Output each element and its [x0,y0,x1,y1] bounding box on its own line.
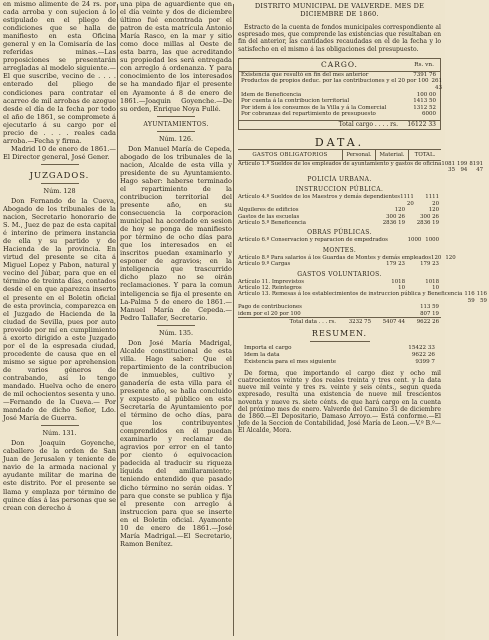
data-row-personal: 1081 35 [441,160,456,173]
data-row-desc: Artículo 12. Reintegros [238,285,302,292]
data-table-header: GASTOS OBLIGATORIOS Personal. Material. TOTAL. [238,149,441,161]
data-row-material: 1000 [407,237,422,244]
data-row-desc: Pago de contribuciones [238,304,302,311]
data-row-desc: Artículo 6.º Conservacion y reparacion de empedrados [238,237,388,244]
divider-rule [41,183,79,184]
data-group-title: INSTRUCCION PÚBLICA. [295,186,384,194]
cargo-row-desc: Idem de Beneficencia [241,91,302,98]
data-group-title: GASTOS VOLUNTARIOS. [297,270,382,278]
cargo-row-value-2: 7391 76 [413,71,436,78]
data-row-personal [339,311,373,317]
resumen-title: RESUMEN. [311,329,368,339]
cargo-row [239,105,440,112]
cargo-row-desc: Por cobranzas del repartimiento de presupuesto [241,111,376,118]
data-row-total: 113 59 [420,304,439,311]
data-row-total: 300 26 [420,213,439,220]
cargo-row-desc: Productos de propios deduc. por las contribuciones y el 20 por 100 [241,78,429,85]
data-row-desc: Artículo 8.º Para salarios á los Guardas de Montes y demás empleados [238,254,432,261]
resumen-row [244,345,435,352]
data-row [238,237,441,243]
resumen-row [244,352,435,359]
section-heading-juzgados: JUZGADOS. [29,169,90,180]
edict-number: Núm. 128 [43,186,76,195]
data-row-material: 2836 19 [382,220,405,226]
divider-rule [157,325,195,326]
data-row-total: 10 [432,285,439,292]
data-row-total: 1111 20 [425,194,439,207]
cargo-row [239,98,440,105]
data-row-desc: idem por el 20 por 100 [238,310,301,317]
data-row-desc: Artículo 4.º Sueldos de los Maestros y demás dependientes [238,194,401,201]
divider-rule [157,116,195,117]
data-row [238,291,487,304]
cargo-row-desc: Existencia que resultó en fin del mes anterior [241,71,369,78]
cargo-row-value-2: 1312 52 [413,104,436,111]
cargo-title: CARGO. Rs. vn. [239,59,440,72]
data-row [238,160,484,174]
cargo-row-value-2: 6000 [422,111,436,118]
column-1 [3,0,116,640]
cargo-row-value-1 [373,92,402,99]
edict-body: Don Fernando de la Cueva, Abogado de los tribunales de la nacion, Secretario honorario de S. M., Juez de paz de esta capital é interino de primera instancia de ella y su partido y de Hacienda de la provincia. En virtud del presente se cita á Miguel Lopez y Pabon, natural y vecino del Júbar, para que en el término de treinta días, contados desde el en que aparezca inserto el presente en el Boletin oficial de esta provincia, comparezca en el Juzgado de Hacienda de la ciudad de Sevilla, pues por auto proveido por mí en cumplimiento á exorto dirigido a este Juzgado por el de la espresada ciudad, procedente de causa que en el mismo se sigue por aprehension de varios géneros de contrabando, así lo tengo mandado. Huelva ocho de enero de mil ochocientos sesenta y uno. —Fernando de la Cueva.— Por mandado de dicho Señor, Ldo. José María de Guerra. [3,196,116,423]
data-row-total: 120 [428,207,439,214]
edict-body: Don Joaquin Goyenche, caballero de la orden de San Juan de Jerusalen y teniente de navio de la armada nacional y ayudante militar de marina de este distrito. Por el presente se llama y emplaza por término de quince días á las personas que se crean con derecho á [3,439,116,512]
cargo-row-value-2: 1413 50 [413,98,436,105]
cargo-row-value-2: 261 43 [431,78,442,91]
resumen-row-value: 9399 7 [415,359,435,366]
data-row [238,220,441,226]
resumen-row-desc: Importa el cargo [244,345,292,352]
data-table-body [236,160,487,318]
data-row-desc: Artículo 13. Remesas á los establecimientos de instruccion pública y Beneficencia [238,291,463,298]
cargo-row-value-2: 100 00 [416,91,436,98]
edict-number: Núm. 135. [158,328,194,337]
data-row [238,194,441,207]
cargo-row-desc: Por cuenta á la contribucion territorial [241,98,350,105]
cargo-row-value-1 [376,111,404,118]
column-divider [233,4,234,636]
edict-body: Don Manuel María de Cepeda, abogado de los tribunales de la nacion, Alcalde de esta villa y presidente de su Ayuntamiento. Hago saber: haberse terminado el repartimiento de la contribucion territorial del presente año, en su consecuencia la corporacion municipal ha acordado en sesion de hoy se ponga de manifiesto por término de ocho días para que los interesados en el inscritos puedan examinarlo y esponer de agravios; en la inteligencia que trascurrido dicho plazo no se oirán reclamaciones. Y para la comun inteligencia se fija el presente en La-Palma 5 de enero de 1861.—Manuel María de Cepeda.—Pedro Tallafer, Secretario. [120,144,232,322]
cargo-row [239,111,440,118]
cargo-row [239,72,440,79]
data-group-title: MONTES. [322,246,357,254]
data-row-total: 116 59 [476,291,487,304]
divider-rule [157,131,195,132]
resumen-row-value: 15422 33 [408,345,435,352]
cargo-row-desc: Por idem á los consumos de la Villa y á la Comercial [241,104,387,111]
data-row-total: 8191 47 [469,160,484,173]
resumen-table [236,345,443,365]
edict-number: Núm. 126. [158,134,194,143]
notice-continuation: en mismo alimente de 24 rs. por cada arroba y con sujecion á lo estipulado en el pliego de condiciones que se halla de manifiesto en esta Oficina general y en la Comisaría de las referidas minas.—Las proposiciones se presentarán arregladas al modelo siguiente.—El que suscribe, vecino de . . . . enterado del pliego de condiciones para contratar el acarreo de mil arrobas de azogue desde el día de la fecha por todo el año de 1861, se compromete á ejecutarlo á su cargo por el precio de . . . . reales cada arroba.—Fecha y firma. [3,0,116,145]
column-divider [117,4,118,636]
data-row-total: 807 19 [420,310,439,317]
divider-rule [41,164,79,165]
data-row-total: 179 23 [420,261,439,268]
data-row-material [416,194,426,207]
data-row-material [373,311,407,317]
account-header: DISTRITO MUNICIPAL DE VALVERDE. MES DE DICIEMBRE DE 1860. [254,2,425,18]
cargo-row-value-1 [386,105,409,112]
edict-body: Don José María Madrigal, Alcalde constitucional de esta villa. Hago saber: Que el repartimiento de la contribucion de inmuebles, cultivo y ganadería de esta villa para el presente año, se halla concluido y expuesto al público en esta Secretaría de Ayuntamiento por el término de ocho días, para que los contribuyentes comprendidos en él puedan examinarlo y reclamar de agravios por error en el tanto por ciento ó equivocacion padecida al traducir su riqueza líquida del amillaramiento; teniendo entendido que pasado dicho término no serán oidas. Y para que conste se publica y fija el presente con arreglo á instruccion para que se inserte en el Boletin oficial. Ayamonte 10 de enero de 1861.—José María Madrigal.—El Secretario, Ramon Benítez. [120,338,232,548]
cargo-row [239,78,440,91]
data-row-material: 199 94 [457,160,468,173]
section-heading-ayuntamientos: AYUNTAMIENTOS. [143,120,209,128]
resumen-row-desc: Idem la data [244,352,280,359]
data-row-material: 120 [394,207,405,214]
data-row [238,311,441,317]
data-row-desc: Artículo 11. Imprevistos [238,278,304,285]
data-group-title: POLICÍA URBANA. [307,176,372,184]
data-title: DATA. [314,135,365,149]
divider-rule [41,425,79,426]
notice-date-signature: Madrid 10 de enero de 1861.—El Director general, José Gener. [3,144,116,161]
data-row-personal: 1111 20 [400,194,414,207]
data-row-desc: Artículo 5.º Beneficencia [238,220,306,226]
account-intro: Estracto de la cuenta de fondos municipales correspondiente al espresado mes, que comprende las existencias que resultaban en fin del anterior, las cantidades recaudadas en el de la fecha y lo satisfecho en el mismo á las obligaciones del presupuesto. [238,24,441,53]
data-row-material: 10 [398,285,405,292]
data-row-total: 1018 [425,278,439,285]
cargo-row-value-1 [373,72,402,79]
data-row-desc: Artículo 9.º Cargas [238,261,291,268]
data-group-title: OBRAS PÚBLICAS. [307,229,372,237]
account-closing: De forma, que importando el cargo diez y ocho mil cuatrocientos veinte y dos reales treinta y tres cent. y la data nueve mil veinte y tres rs. veinte y seis cénts., segun queda expresado, resulta una existencia de nueve mil trescientos noventa y nueve rs. siete cénts. de que hará cargo en la cuenta del próximo mes de enero. Valverde del Camino 31 de diciembre de 1860.—El Depositario, Damaso Arroyo.— Está conforme.—El Jefe de la Seccion de Contabilidad, José María de Leon.—V.º B.º—El Alcalde, Mora. [238,369,441,435]
column-3 [236,0,487,640]
data-row-material: 116 59 [464,291,475,304]
data-total-row: Total data . . . rs. 3232 75 5407 44 9622 26 [238,317,441,325]
cargo-table [238,58,441,130]
data-row-total: 2836 19 [416,220,439,226]
data-row-material: 300 26 [386,213,405,220]
currency-unit: Rs. vn. [414,61,434,68]
data-row-personal: 120 [431,254,442,261]
data-row-desc: Gastos de las escuelas [238,213,300,220]
resumen-row-value: 9622 26 [411,352,435,359]
data-row-desc: Artículo 1.º Sueldos de los empleados de ayuntamiento y gastos de oficina [238,160,442,167]
data-row-personal [388,237,406,243]
data-row-personal [339,220,373,226]
resumen-row-desc: Existencia para el mes siguiente [244,359,337,366]
divider-rule [310,341,370,342]
data-row-total: 1000 [425,237,439,244]
notice-continuation: una pipa de aguardiente que en el día veinte y dos de diciembre último fué encontrada por el patron de esta matrícula Antonio María Rasco, en la mar y sitio como doce millas al Oeste de esta barra, las que acreditando su propiedad les será entregada con arreglo á ordenanza. Y para conocimiento de los interesados se ha mandado fijar el presente en Ayamonte á 8 de enero de 1861.—Joaquin Goyenche.—De su orden, Enrique Noya Fullé. [120,0,232,113]
resumen-row [244,359,435,366]
data-row-material: 1018 [391,278,405,285]
cargo-row-value-1 [373,98,402,105]
data-row [238,261,441,267]
data-row-material: 179 23 [386,261,405,268]
cargo-total-row: Total cargo . . . . rs. 16122 33 [239,120,440,129]
data-row-personal [339,261,373,267]
data-row-desc: Alquileres de edificios [238,207,299,214]
column-2 [120,0,232,640]
data-row-total: 120 [445,254,456,261]
edict-number: Núm. 131. [42,429,77,438]
